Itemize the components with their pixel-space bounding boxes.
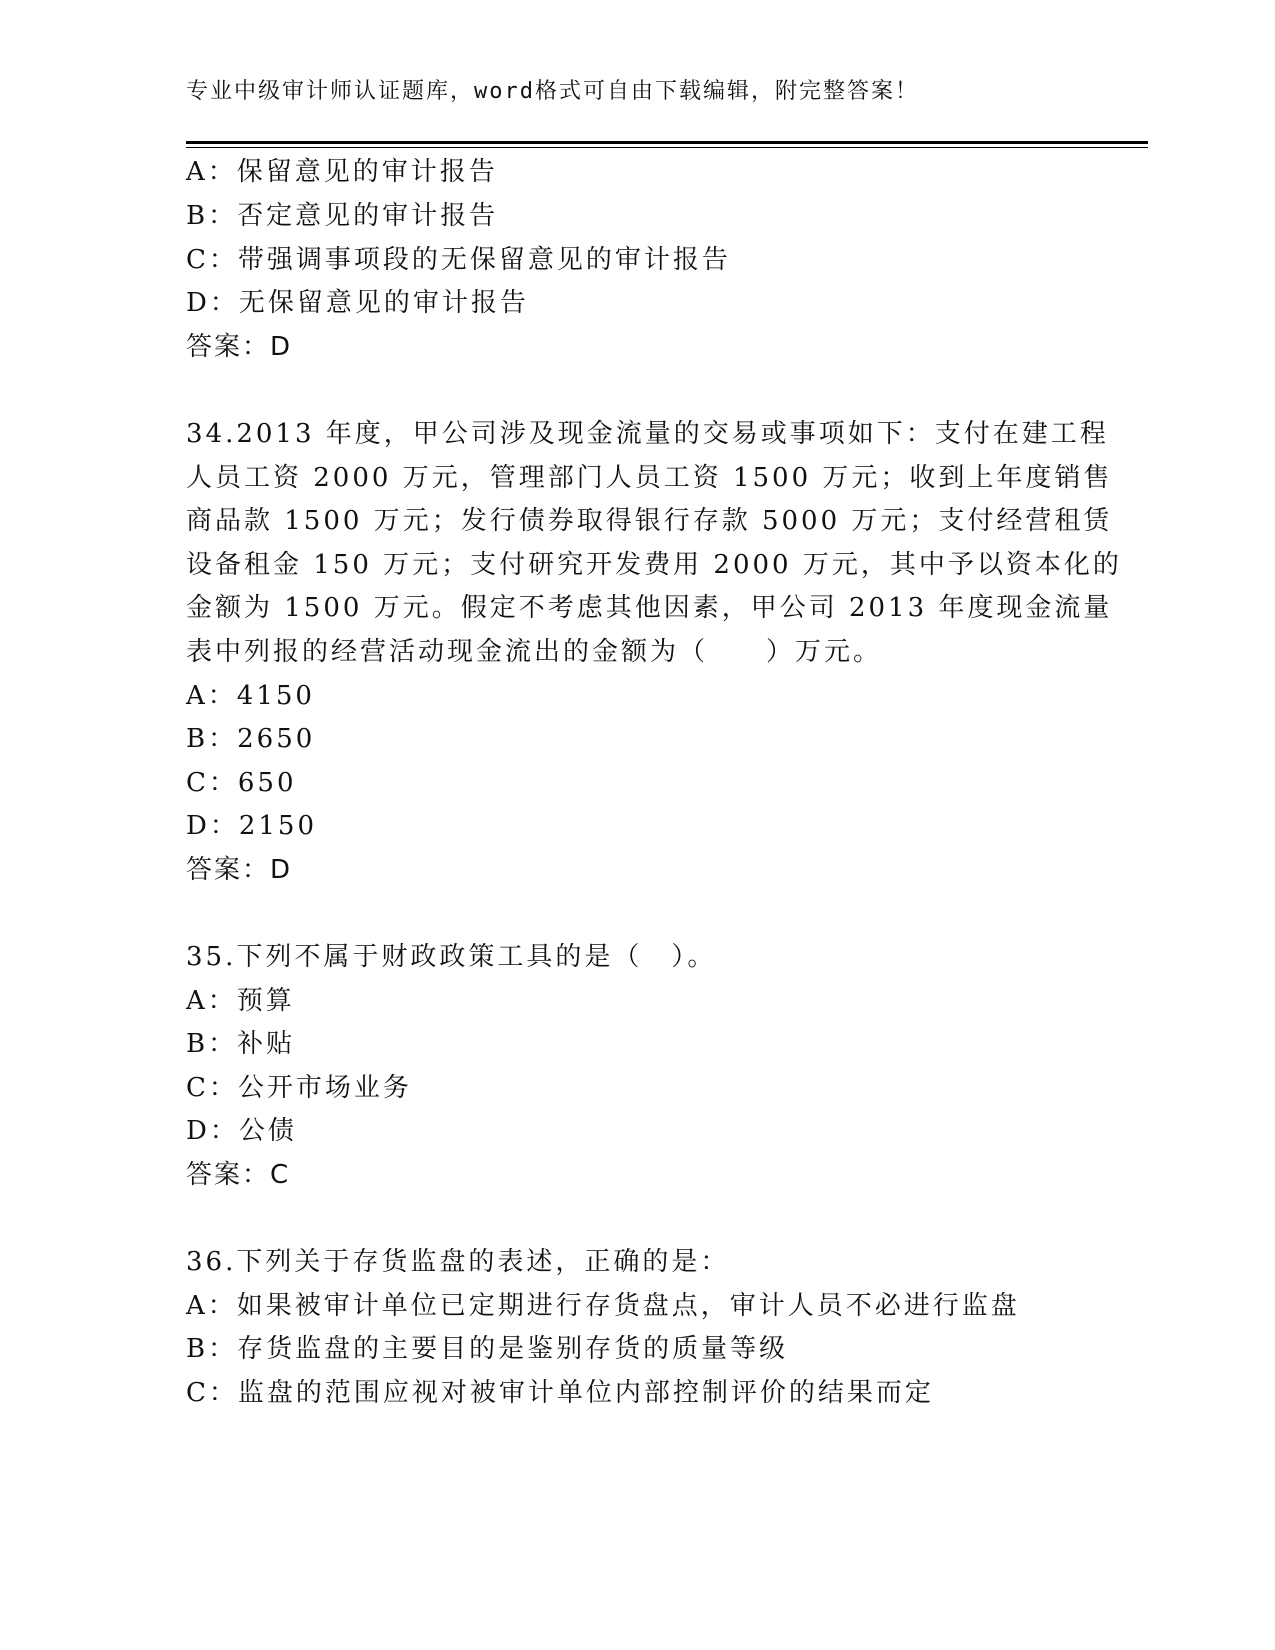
q33-answer: 答案：D (186, 332, 293, 362)
q34-stem-line: 设备租金 150 万元；支付研究开发费用 2000 万元，其中予以资本化的 (186, 550, 1122, 580)
q34-option-c: C：650 (186, 768, 297, 798)
q33-option-b: B：否定意见的审计报告 (186, 201, 499, 231)
q35-answer: 答案：C (186, 1160, 291, 1190)
q35-stem: 35.下列不属于财政政策工具的是（ ）。 (186, 942, 717, 972)
q35-option-a: A：预算 (186, 986, 295, 1016)
page-header: 专业中级审计师认证题库，word格式可自由下载编辑，附完整答案！ (186, 79, 919, 104)
q36-option-a: A：如果被审计单位已定期进行存货盘点，审计人员不必进行监盘 (186, 1291, 1020, 1321)
q33-option-a: A：保留意见的审计报告 (186, 157, 498, 187)
q35-option-c: C：公开市场业务 (186, 1073, 412, 1103)
q36-option-c: C：监盘的范围应视对被审计单位内部控制评价的结果而定 (186, 1378, 934, 1408)
q34-stem-line: 34.2013 年度，甲公司涉及现金流量的交易或事项如下：支付在建工程 (186, 419, 1109, 449)
q34-option-d: D：2150 (186, 811, 318, 841)
q34-option-a: A：4150 (186, 681, 315, 711)
q34-stem-line: 人员工资 2000 万元，管理部门人员工资 1500 万元；收到上年度销售 (186, 463, 1113, 493)
header-rule-thin (186, 147, 1148, 148)
q34-stem-line: 表中列报的经营活动现金流出的金额为（ ）万元。 (186, 637, 883, 667)
q35-option-b: B：补贴 (186, 1029, 296, 1059)
q34-stem-line: 商品款 1500 万元；发行债券取得银行存款 5000 万元；支付经营租赁 (186, 506, 1113, 536)
q34-answer: 答案：D (186, 855, 293, 885)
q34-option-b: B：2650 (186, 724, 316, 754)
q34-stem-line: 金额为 1500 万元。假定不考虑其他因素，甲公司 2013 年度现金流量 (186, 593, 1113, 623)
header-rule (186, 141, 1148, 144)
q35-option-d: D：公债 (186, 1116, 297, 1146)
q36-option-b: B：存货监盘的主要目的是鉴别存货的质量等级 (186, 1334, 789, 1364)
q36-stem: 36.下列关于存货监盘的表述，正确的是： (186, 1247, 730, 1277)
q33-option-c: C：带强调事项段的无保留意见的审计报告 (186, 245, 731, 275)
q33-option-d: D：无保留意见的审计报告 (186, 288, 529, 318)
